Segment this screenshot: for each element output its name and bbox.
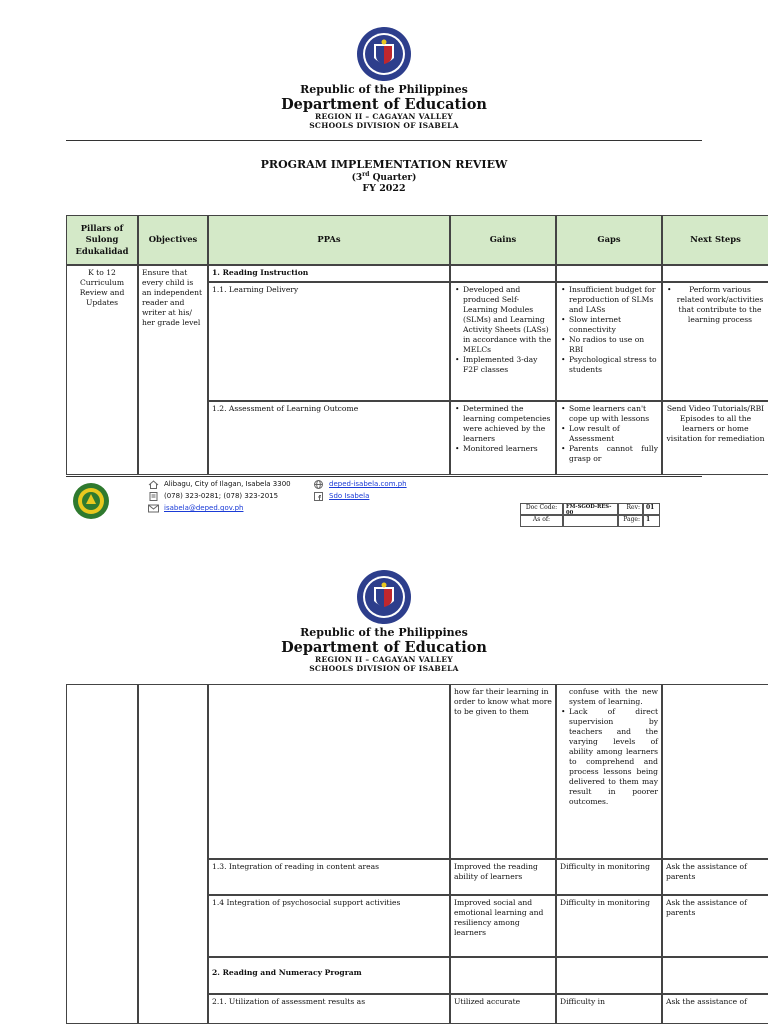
review-table-page-2 (66, 684, 747, 1024)
list-item: • Parents cannot fully grasp or (560, 444, 658, 464)
header-pillars: Pillars of Sulong Edukalidad (66, 215, 138, 265)
doc-control-box (520, 503, 660, 527)
rev-label: Rev: (618, 503, 643, 515)
next-utilization: Ask the assistance of (662, 994, 768, 1024)
section-reading-instruction: 1. Reading Instruction (208, 265, 450, 282)
email-link[interactable]: isabela@deped.gov.ph (164, 504, 244, 513)
list-item: • No radios to use on RBI (560, 335, 658, 355)
objective-cell-cont (138, 684, 208, 1024)
letterhead (0, 84, 768, 131)
ppa-cont-empty (208, 684, 450, 859)
pillar-cell-cont (66, 684, 138, 1024)
gains-utilization: Utilized accurate (450, 994, 556, 1024)
list-item: • Implemented 3-day F2F classes (454, 355, 552, 375)
page-label: Page: (618, 515, 643, 527)
header-rule (66, 140, 702, 141)
footer (0, 478, 768, 530)
objective-cell: Ensure that every child is an independent reader and writer at his/ her grade level (138, 265, 208, 475)
gaps-cont-text: confuse with the new system of learning. (569, 687, 658, 707)
ppa-psychosocial: 1.4 Integration of psychosocial support activities (208, 895, 450, 957)
division-logo-icon (72, 482, 110, 520)
list-item: • Insufficient budget for reproduction of SLMs and LASs (560, 285, 658, 315)
section-gains-empty (450, 265, 556, 282)
list-item: • Developed and produced Self-Learning Modules (SLMs) and Learning Activity Sheets (LASs) in accordance with the MELCs (454, 285, 552, 355)
republic-label: Republic of the Philippines (300, 626, 468, 639)
gaps-integration-reading: Difficulty in monitoring (556, 859, 662, 895)
section-next-empty (662, 265, 768, 282)
globe-icon (313, 480, 324, 489)
facebook-row[interactable] (313, 492, 441, 501)
list-item: • Perform various related work/activities that contribute to the learning process (666, 285, 765, 325)
gains-psychosocial: Improved social and emotional learning and resiliency among learners (450, 895, 556, 957)
letterhead (0, 627, 768, 674)
header-objectives: Objectives (138, 215, 208, 265)
rev-value: 01 (643, 503, 660, 515)
list-item: • Psychological stress to students (560, 355, 658, 375)
next-psychosocial: Ask the assistance of parents (662, 895, 768, 957)
gaps-psychosocial: Difficulty in monitoring (556, 895, 662, 957)
email-row[interactable] (148, 504, 243, 513)
department-label: Department of Education (281, 638, 487, 656)
division-label: SCHOOLS DIVISION OF ISABELA (309, 663, 459, 673)
mail-icon (148, 504, 159, 513)
deped-seal-icon (356, 26, 412, 82)
region-label: REGION II – CAGAYAN VALLEY (314, 112, 454, 122)
section-gaps-empty (556, 265, 662, 282)
title-main: PROGRAM IMPLEMENTATION REVIEW (260, 158, 508, 171)
gaps-assessment (556, 401, 662, 475)
page-2 (0, 565, 768, 1024)
list-item: • Determined the learning competencies were achieved by the learners (454, 404, 552, 444)
pillar-cell: K to 12 Curriculum Review and Updates (66, 265, 138, 475)
asof-value (563, 515, 618, 527)
next-assessment: Send Video Tutorials/RBI Episodes to all the learners or home visitation for remediation (662, 401, 768, 475)
website-row[interactable] (313, 480, 407, 489)
section2-gains-empty (450, 957, 556, 994)
department-label: Department of Education (281, 95, 487, 113)
doc-code-label: Doc Code: (520, 503, 563, 515)
next-learning-delivery (662, 282, 768, 401)
phone-row: (078) 323-0281; (078) 323-2015 (148, 492, 278, 501)
ppa-learning-delivery: 1.1. Learning Delivery (208, 282, 450, 401)
facebook-link[interactable]: Sdo Isabela (329, 492, 370, 501)
list-item: • Slow internet connectivity (560, 315, 658, 335)
header-ppas: PPAs (208, 215, 450, 265)
list-item: • Low result of Assessment (560, 424, 658, 444)
next-cont-empty (662, 684, 768, 859)
section2-gaps-empty (556, 957, 662, 994)
home-icon (148, 480, 159, 489)
header-gains: Gains (450, 215, 556, 265)
header-gaps: Gaps (556, 215, 662, 265)
title-quarter: (3rd Quarter) (351, 171, 417, 183)
ppa-utilization: 2.1. Utilization of assessment results as (208, 994, 450, 1024)
facebook-icon (313, 492, 324, 501)
gains-assessment (450, 401, 556, 475)
ppa-integration-reading: 1.3. Integration of reading in content areas (208, 859, 450, 895)
deped-seal-icon (356, 569, 412, 625)
doc-code-value: FM-SGOD-RES-00 (563, 503, 618, 515)
asof-label: As of: (520, 515, 563, 527)
gaps-cont (556, 684, 662, 859)
gains-cont: how far their learning in order to know what more to be given to them (450, 684, 556, 859)
republic-label: Republic of the Philippines (300, 83, 468, 96)
gaps-utilization: Difficulty in (556, 994, 662, 1024)
gains-integration-reading: Improved the reading ability of learners (450, 859, 556, 895)
phone-icon (148, 492, 159, 501)
list-item: • Lack of direct supervision by teachers and the varying levels of ability among learners to comprehend and process lessons being delivered to them may result in poorer outcomes. (560, 707, 658, 807)
document-title (0, 158, 768, 194)
header-next-steps: Next Steps (662, 215, 768, 265)
page-value: 1 (643, 515, 660, 527)
division-label: SCHOOLS DIVISION OF ISABELA (309, 120, 459, 130)
footer-rule (66, 476, 702, 477)
section2-next-empty (662, 957, 768, 994)
list-item: • Some learners can't cope up with lessons (560, 404, 658, 424)
list-item: • Monitored learners (454, 444, 552, 454)
review-table-page-1 (66, 215, 765, 475)
region-label: REGION II – CAGAYAN VALLEY (314, 655, 454, 665)
address-row: Alibagu, City of Ilagan, Isabela 3300 (148, 480, 291, 489)
gains-learning-delivery (450, 282, 556, 401)
gaps-learning-delivery (556, 282, 662, 401)
section-reading-numeracy: 2. Reading and Numeracy Program (208, 957, 450, 994)
next-integration-reading: Ask the assistance of parents (662, 859, 768, 895)
website-link[interactable]: deped-isabela.com.ph (329, 480, 407, 489)
ppa-assessment: 1.2. Assessment of Learning Outcome (208, 401, 450, 475)
title-fy: FY 2022 (362, 183, 406, 194)
